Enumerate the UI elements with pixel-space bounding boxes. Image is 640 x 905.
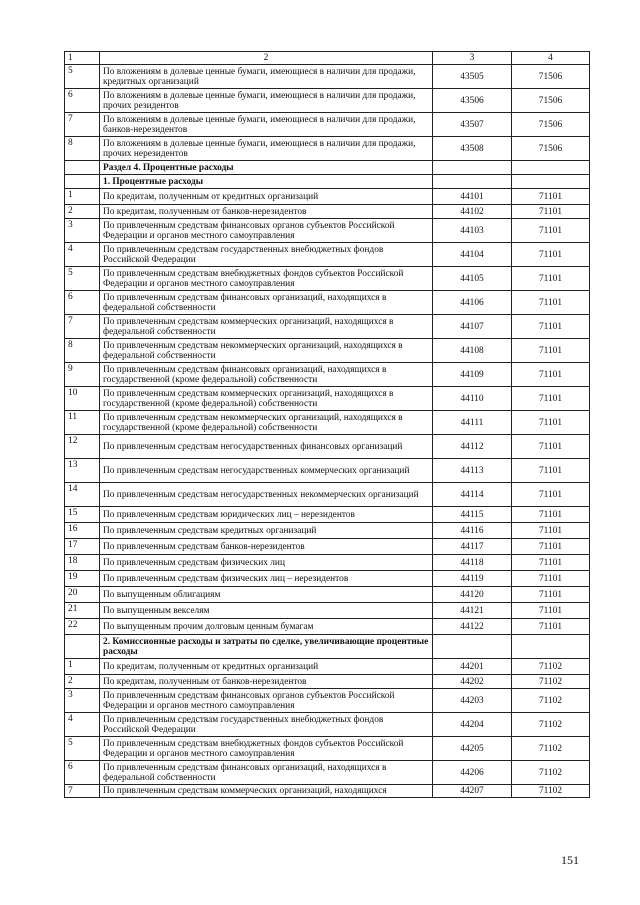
row-description: По привлеченным средствам негосударственных финансовых организаций [100,435,433,459]
row-number: 2 [65,675,100,689]
symbol-code [512,175,590,189]
row-description: По привлеченным средствам кредитных организаций [100,523,433,539]
account-code: 44102 [433,205,512,219]
symbol-code: 71102 [512,713,590,737]
row-number: 4 [65,713,100,737]
row-description: По привлеченным средствам финансовых организаций, находящихся в федеральной собственности [100,291,433,315]
table-row [65,555,590,571]
row-description: По привлеченным средствам государственных внебюджетных фондов Российской Федерации [100,713,433,737]
symbol-code: 71101 [512,603,590,619]
account-code: 44201 [433,659,512,675]
row-number: 3 [65,689,100,713]
account-code [433,635,512,659]
account-code: 44207 [433,785,512,798]
symbol-code: 71101 [512,507,590,523]
row-number: 5 [65,737,100,761]
account-code: 44204 [433,713,512,737]
symbol-code: 71506 [512,113,590,137]
row-number: 21 [65,603,100,619]
symbol-code: 71101 [512,539,590,555]
account-code: 44116 [433,523,512,539]
account-code: 44108 [433,339,512,363]
row-description: По привлеченным средствам физических лиц [100,555,433,571]
symbol-code [512,635,590,659]
row-number: 13 [65,459,100,483]
table-row [65,539,590,555]
row-number: 3 [65,219,100,243]
symbol-code: 71506 [512,137,590,161]
symbol-code: 71101 [512,619,590,635]
account-code: 44105 [433,267,512,291]
symbol-code: 71101 [512,315,590,339]
row-description: По привлеченным средствам финансовых организаций, находящихся в государственной (кроме федеральной) собственности [100,363,433,387]
row-number: 8 [65,339,100,363]
account-code: 44120 [433,587,512,603]
symbol-code: 71101 [512,219,590,243]
row-number [65,161,100,175]
symbol-code: 71101 [512,411,590,435]
row-number: 17 [65,539,100,555]
row-description: По кредитам, полученным от кредитных организаций [100,659,433,675]
table-row [65,161,590,175]
row-number: 22 [65,619,100,635]
row-description: По привлеченным средствам финансовых организаций, находящихся в федеральной собственности [100,761,433,785]
account-code: 44114 [433,483,512,507]
symbol-code: 71101 [512,483,590,507]
table-row [65,65,590,89]
table-row [65,205,590,219]
account-code: 44115 [433,507,512,523]
row-number: 7 [65,315,100,339]
account-code: 44203 [433,689,512,713]
symbol-code: 71101 [512,189,590,205]
table-row [65,363,590,387]
table-row [65,89,590,113]
table-row [65,587,590,603]
account-code: 44112 [433,435,512,459]
table-row [65,459,590,483]
row-number: 15 [65,507,100,523]
header-col-1: 1 [65,52,100,65]
row-number: 1 [65,189,100,205]
symbol-code: 71101 [512,267,590,291]
table-row [65,113,590,137]
row-number: 2 [65,205,100,219]
row-description: По привлеченным средствам негосударственных коммерческих организаций [100,459,433,483]
row-number: 10 [65,387,100,411]
row-description: По выпущенным облигациям [100,587,433,603]
row-description: По привлеченным средствам юридических лиц – нерезидентов [100,507,433,523]
symbol-code: 71102 [512,675,590,689]
row-description: По привлеченным средствам банков-нерезидентов [100,539,433,555]
row-description: По кредитам, полученным от кредитных организаций [100,189,433,205]
account-code: 44121 [433,603,512,619]
account-code: 43506 [433,89,512,113]
symbol-code: 71101 [512,205,590,219]
header-col-3: 3 [433,52,512,65]
row-number: 19 [65,571,100,587]
table-row [65,571,590,587]
account-code: 43507 [433,113,512,137]
row-description: По привлеченным средствам финансовых органов субъектов Российской Федерации и органов местного самоуправления [100,219,433,243]
row-description: По привлеченным средствам коммерческих организаций, находящихся [100,785,433,798]
table-row [65,603,590,619]
table-row [65,523,590,539]
account-code: 44202 [433,675,512,689]
symbol-code [512,161,590,175]
account-code [433,161,512,175]
symbol-code: 71102 [512,785,590,798]
symbol-code: 71101 [512,387,590,411]
row-number [65,175,100,189]
table-row [65,635,590,659]
row-description: По кредитам, полученным от банков-нерезидентов [100,205,433,219]
account-code: 44122 [433,619,512,635]
table-row [65,659,590,675]
table-row [65,737,590,761]
row-description: По вложениям в долевые ценные бумаги, имеющиеся в наличии для продажи, прочих резидентов [100,89,433,113]
row-number: 5 [65,267,100,291]
row-number: 7 [65,785,100,798]
table-row [65,507,590,523]
symbol-code: 71101 [512,363,590,387]
row-number: 4 [65,243,100,267]
table-row [65,619,590,635]
account-code: 44104 [433,243,512,267]
row-description: По привлеченным средствам некоммерческих организаций, находящихся в федеральной собственности [100,339,433,363]
account-code: 43508 [433,137,512,161]
account-code: 44109 [433,363,512,387]
section-heading: 1. Процентные расходы [100,175,433,189]
row-description: По выпущенным прочим долговым ценным бумагам [100,619,433,635]
row-number: 6 [65,291,100,315]
symbol-code: 71101 [512,291,590,315]
account-code: 44205 [433,737,512,761]
row-number: 18 [65,555,100,571]
account-code: 44111 [433,411,512,435]
account-code: 44110 [433,387,512,411]
symbol-code: 71101 [512,243,590,267]
symbol-code: 71506 [512,89,590,113]
account-code: 44107 [433,315,512,339]
table-row [65,219,590,243]
symbol-code: 71101 [512,571,590,587]
account-code: 44106 [433,291,512,315]
symbol-code: 71506 [512,65,590,89]
account-code: 44206 [433,761,512,785]
account-code: 43505 [433,65,512,89]
row-description: По привлеченным средствам государственных внебюджетных фондов Российской Федерации [100,243,433,267]
account-code: 44119 [433,571,512,587]
table-row [65,689,590,713]
table-row [65,291,590,315]
row-description: По привлеченным средствам внебюджетных фондов субъектов Российской Федерации и органов местного самоуправления [100,737,433,761]
row-description: По привлеченным средствам негосударственных некоммерческих организаций [100,483,433,507]
symbol-code: 71102 [512,689,590,713]
symbol-code: 71101 [512,555,590,571]
account-code: 44101 [433,189,512,205]
symbol-code: 71101 [512,459,590,483]
header-col-2: 2 [100,52,433,65]
table-row [65,785,590,798]
section-heading: 2. Комиссионные расходы и затраты по сделке, увеличивающие процентные расходы [100,635,433,659]
table-row [65,175,590,189]
account-code [433,175,512,189]
symbol-code: 71102 [512,761,590,785]
header-col-4: 4 [512,52,590,65]
page-number: 151 [561,853,579,867]
row-description: По выпущенным векселям [100,603,433,619]
table-row [65,243,590,267]
row-number: 6 [65,89,100,113]
row-description: По привлеченным средствам финансовых органов субъектов Российской Федерации и органов местного самоуправления [100,689,433,713]
row-number: 9 [65,363,100,387]
row-number: 14 [65,483,100,507]
row-number: 5 [65,65,100,89]
account-code: 44103 [433,219,512,243]
row-description: По вложениям в долевые ценные бумаги, имеющиеся в наличии для продажи, банков-нерезидентов [100,113,433,137]
section-heading: Раздел 4. Процентные расходы [100,161,433,175]
symbol-code: 71101 [512,435,590,459]
row-description: По вложениям в долевые ценные бумаги, имеющиеся в наличии для продажи, прочих нерезидентов [100,137,433,161]
row-number: 11 [65,411,100,435]
row-number [65,635,100,659]
table-row [65,315,590,339]
row-number: 16 [65,523,100,539]
account-code: 44113 [433,459,512,483]
table-row [65,713,590,737]
row-description: По привлеченным средствам физических лиц – нерезидентов [100,571,433,587]
table-row [65,387,590,411]
table-row [65,189,590,205]
table-row [65,267,590,291]
row-number: 8 [65,137,100,161]
symbol-code: 71102 [512,737,590,761]
table-row [65,411,590,435]
table-header-row [65,52,590,65]
row-description: По привлеченным средствам коммерческих организаций, находящихся в государственной (кроме федеральной) собственности [100,387,433,411]
row-number: 6 [65,761,100,785]
row-description: По вложениям в долевые ценные бумаги, имеющиеся в наличии для продажи, кредитных организаций [100,65,433,89]
table-row [65,435,590,459]
row-number: 12 [65,435,100,459]
symbol-code: 71102 [512,659,590,675]
table-row [65,137,590,161]
row-number: 1 [65,659,100,675]
row-number: 20 [65,587,100,603]
table-row [65,483,590,507]
table-row [65,339,590,363]
row-description: По привлеченным средствам внебюджетных фондов субъектов Российской Федерации и органов местного самоуправления [100,267,433,291]
symbol-code: 71101 [512,523,590,539]
row-description: По привлеченным средствам некоммерческих организаций, находящихся в государственной (кроме федеральной) собственности [100,411,433,435]
row-number: 7 [65,113,100,137]
table-row [65,761,590,785]
symbol-code: 71101 [512,339,590,363]
ledger-table-body [65,52,590,798]
table-row [65,675,590,689]
ledger-table [64,51,590,798]
row-description: По кредитам, полученным от банков-нерезидентов [100,675,433,689]
symbol-code: 71101 [512,587,590,603]
row-description: По привлеченным средствам коммерческих организаций, находящихся в федеральной собственности [100,315,433,339]
account-code: 44118 [433,555,512,571]
account-code: 44117 [433,539,512,555]
